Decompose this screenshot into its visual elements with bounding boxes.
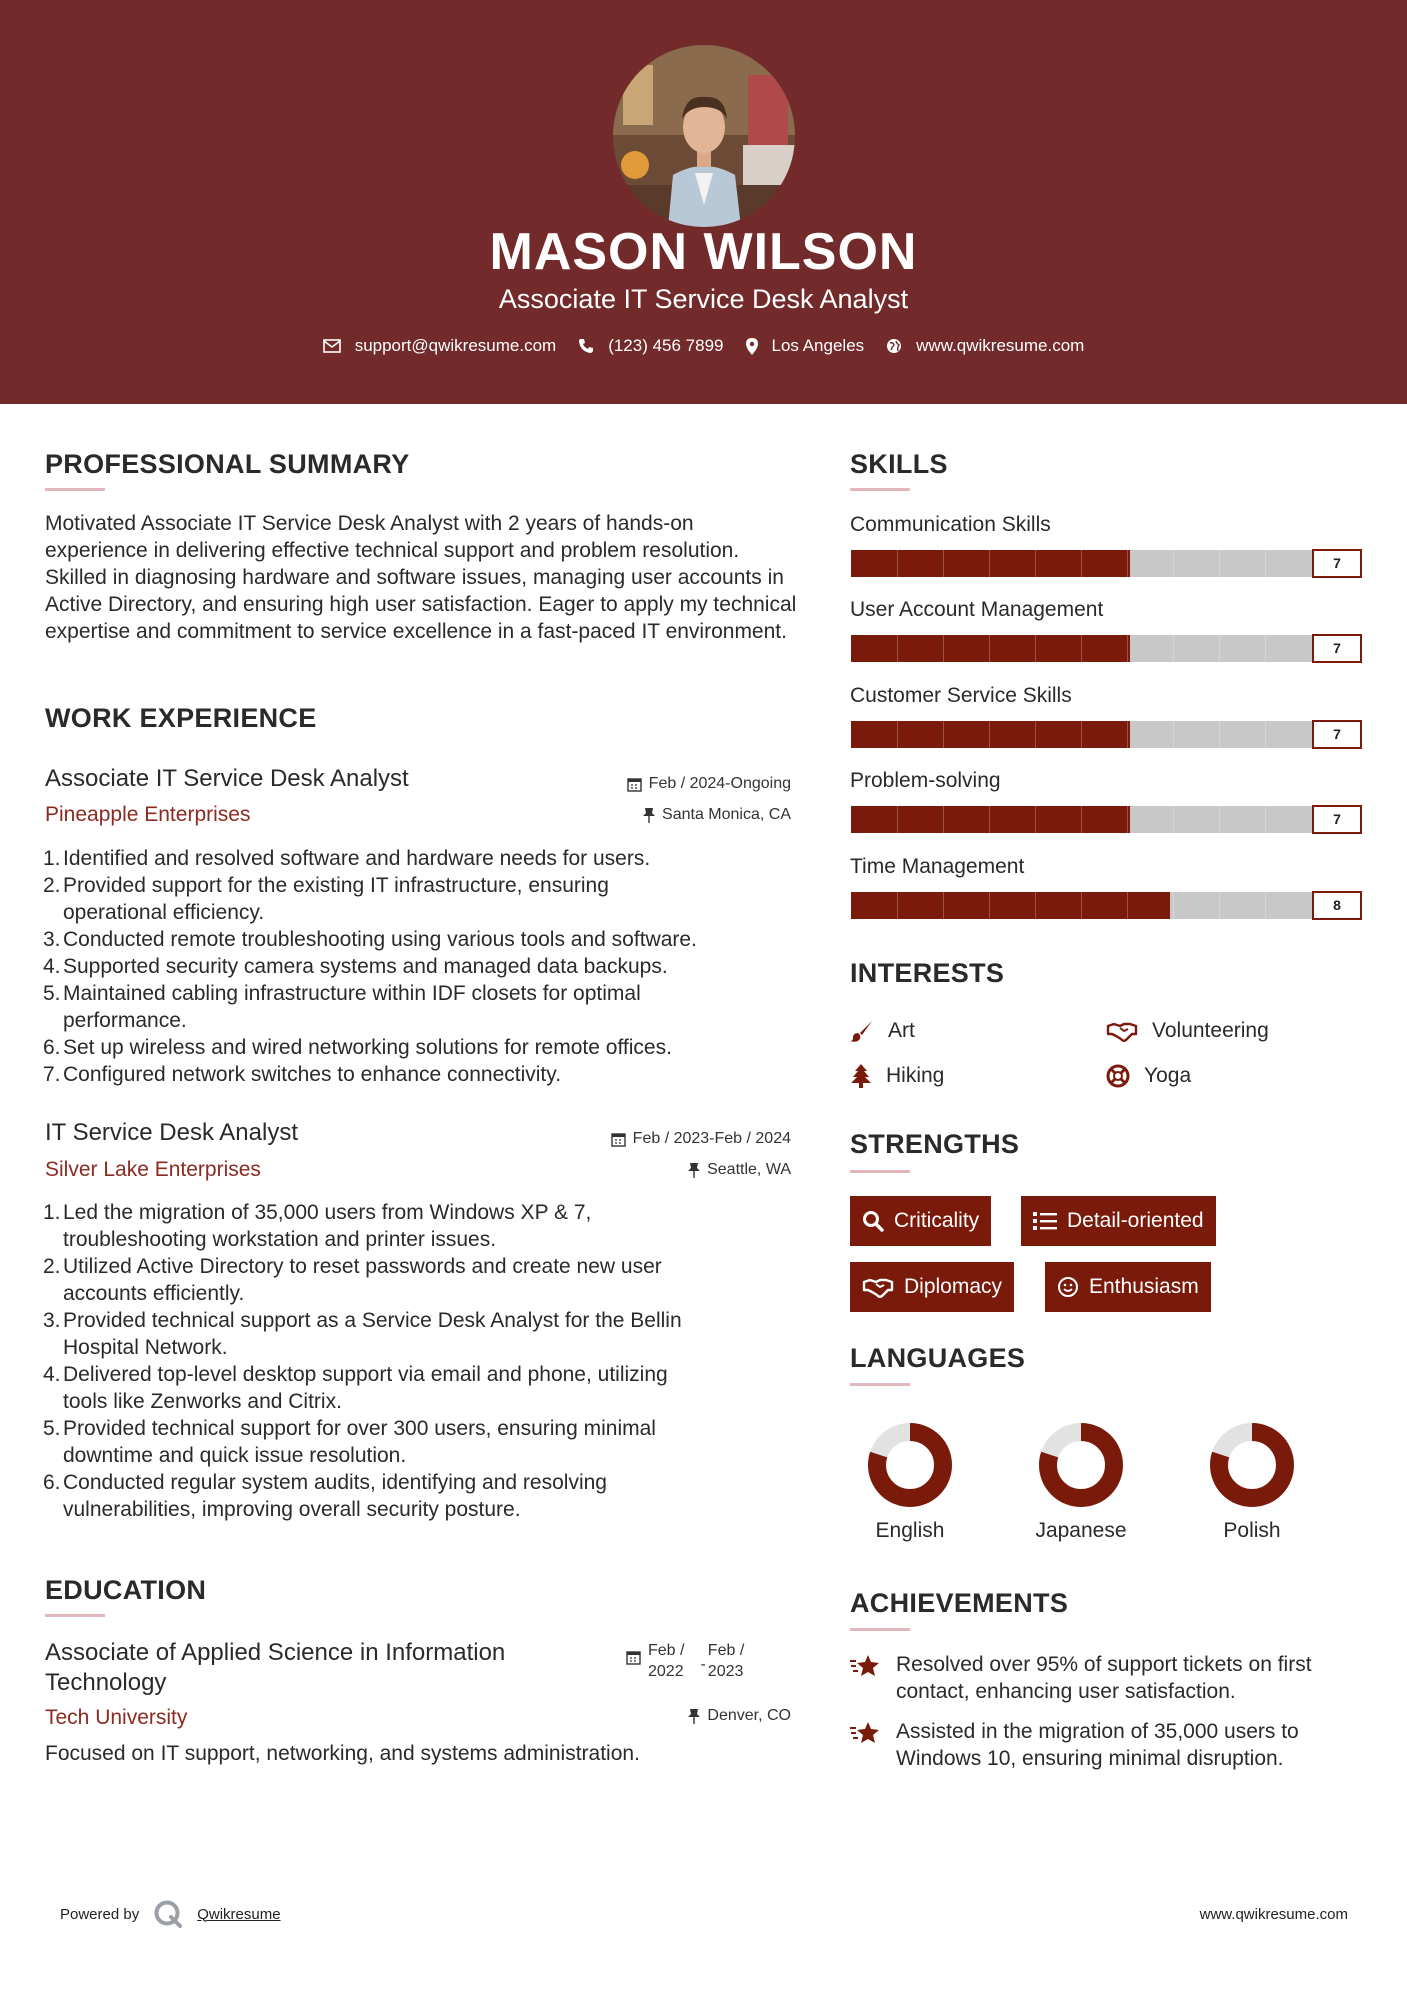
skill-bar-segment (989, 635, 990, 662)
skill-bar-segment (943, 721, 944, 748)
contact-bar (0, 336, 1407, 356)
strength-tag: Enthusiasm (1045, 1262, 1211, 1312)
skill-bar-segment (1265, 550, 1266, 577)
job-duties-list (45, 845, 805, 1088)
list-item: 6. Set up wireless and wired networking solutions for remote offices. (43, 1036, 672, 1059)
skill-label: Communication Skills (850, 513, 1051, 536)
contact-phone[interactable] (578, 336, 723, 356)
footer-website[interactable]: www.qwikresume.com (1199, 1906, 1348, 1923)
smile-icon (1057, 1276, 1079, 1298)
skill-bar-segment (1035, 806, 1036, 833)
summary-heading-underline (45, 488, 105, 491)
skill-bar-fill (851, 635, 1130, 662)
education-heading: EDUCATION (45, 1575, 207, 1605)
skill-bar-segment (1219, 806, 1220, 833)
company-name: Pineapple Enterprises (45, 803, 251, 826)
achievements-heading: ACHIEVEMENTS (850, 1588, 1069, 1618)
job-title: IT Service Desk Analyst (45, 1119, 298, 1146)
skill-bar-segment (897, 550, 898, 577)
date-separator: - (700, 1656, 706, 1673)
skill-bar-segment (1081, 806, 1082, 833)
education-heading-underline (45, 1614, 105, 1617)
skill-bar-segment (897, 721, 898, 748)
skill-bar-segment (1265, 635, 1266, 662)
skill-bar-segment (1035, 892, 1036, 919)
school-name: Tech University (45, 1706, 188, 1729)
achievement-item (850, 1651, 1370, 1705)
paintbrush-icon (850, 1019, 874, 1043)
education-location (688, 1707, 791, 1725)
job-location (688, 1161, 791, 1179)
degree-title: Associate of Applied Science in Information Technology (45, 1639, 506, 1696)
header (0, 0, 1407, 404)
job-dates-text: Feb / 2024-Ongoing (648, 775, 791, 792)
profile-photo (613, 45, 795, 227)
skill-label: Customer Service Skills (850, 684, 1072, 707)
list-item: 1. Identified and resolved software and hardware needs for users. (43, 847, 651, 870)
job-duties-list (45, 1199, 805, 1523)
star-award-icon (850, 1653, 882, 1679)
skill-bar-segment (943, 806, 944, 833)
achievement-text: Assisted in the migration of 35,000 users to Windows 10, ensuring minimal disruption. (896, 1720, 1299, 1770)
language-label: English (875, 1519, 945, 1542)
lifering-icon (1106, 1064, 1130, 1088)
skill-bar-segment (1127, 635, 1128, 662)
language-item (1172, 1420, 1332, 1543)
skill-bar-segment (989, 550, 990, 577)
language-label: Japanese (1035, 1519, 1127, 1542)
list-icon (1033, 1211, 1057, 1231)
education-dates (626, 1640, 744, 1682)
skill-bar-segment (1265, 892, 1266, 919)
skill-bar-segment (1081, 721, 1082, 748)
experience-heading: WORK EXPERIENCE (45, 703, 317, 733)
skill-bar-segment (1173, 806, 1174, 833)
handshake-icon (1106, 1020, 1138, 1042)
skill-bar-segment (943, 550, 944, 577)
skill-bar-segment (1173, 892, 1174, 919)
skill-rating: 7 (1312, 720, 1362, 749)
skill-bar (851, 550, 1313, 577)
contact-location (746, 336, 865, 356)
achievements-heading-underline (850, 1628, 910, 1631)
skill-bar-segment (1173, 721, 1174, 748)
list-item: 2. Provided support for the existing IT infrastructure, ensuring operational efficiency. (43, 874, 609, 924)
interests-heading: INTERESTS (850, 958, 1005, 988)
skill-bar (851, 721, 1313, 748)
skill-bar-fill (851, 806, 1130, 833)
skill-bar-segment (943, 635, 944, 662)
summary-text: Motivated Associate IT Service Desk Analyst with 2 years of hands-on experience in delivering effective technical support and problem resolution. Skilled in diagnosing hardware and software issues, managing user accounts in Active Directory, and ensuring high user satisfaction. Eager to apply my technical expertise and commitment to service excellence in a fast-paced IT environment. (45, 512, 797, 643)
pushpin-icon (688, 1708, 700, 1724)
summary-heading: PROFESSIONAL SUMMARY (45, 449, 410, 479)
interest-item: Volunteering (1106, 1019, 1269, 1043)
skill-bar-segment (897, 806, 898, 833)
globe-icon (886, 338, 902, 354)
contact-website[interactable] (886, 336, 1084, 356)
strength-tag: Detail-oriented (1021, 1196, 1216, 1246)
interest-item: Yoga (1106, 1064, 1191, 1088)
skill-bar-segment (1127, 892, 1128, 919)
skill-bar-segment (943, 892, 944, 919)
candidate-name: MASON WILSON (489, 223, 918, 281)
job-location-text: Santa Monica, CA (662, 806, 791, 823)
education-start: Feb / 2022 (648, 1642, 685, 1680)
skill-bar-segment (1219, 721, 1220, 748)
envelope-icon (323, 339, 341, 353)
job-dates (627, 775, 791, 793)
strengths-heading-underline (850, 1170, 910, 1173)
skill-bar (851, 892, 1313, 919)
interest-item: Hiking (850, 1064, 944, 1088)
list-item: 7. Configured network switches to enhance connectivity. (43, 1063, 562, 1086)
list-item: 4. Supported security camera systems and managed data backups. (43, 955, 668, 978)
skills-heading: SKILLS (850, 449, 948, 479)
skill-bar-segment (1219, 550, 1220, 577)
skill-bar-segment (1173, 550, 1174, 577)
skill-bar-segment (897, 892, 898, 919)
education-description: Focused on IT support, networking, and systems administration. (45, 1742, 640, 1765)
job-dates (611, 1130, 791, 1148)
candidate-title: Associate IT Service Desk Analyst (498, 284, 909, 314)
list-item: 6. Conducted regular system audits, identifying and resolving vulnerabilities, improving overall security posture. (43, 1471, 607, 1521)
email-text: support@qwikresume.com (354, 336, 557, 355)
phone-text: (123) 456 7899 (608, 336, 724, 355)
skill-bar-segment (1265, 806, 1266, 833)
language-donut (1207, 1420, 1297, 1510)
skill-bar-segment (1035, 635, 1036, 662)
job-title: Associate IT Service Desk Analyst (45, 765, 409, 792)
language-item (1001, 1420, 1161, 1543)
skills-heading-underline (850, 488, 910, 491)
star-award-icon (850, 1720, 882, 1746)
skill-bar-fill (851, 721, 1130, 748)
skill-bar-segment (1127, 806, 1128, 833)
skill-bar-segment (1265, 721, 1266, 748)
list-item: 5. Provided technical support for over 300 users, ensuring minimal downtime and quick issue resolution. (43, 1417, 656, 1467)
education-location-text: Denver, CO (707, 1707, 791, 1724)
job-location-text: Seattle, WA (707, 1161, 791, 1178)
language-donut (1036, 1420, 1126, 1510)
list-item: 3. Conducted remote troubleshooting using various tools and software. (43, 928, 697, 951)
strengths-heading: STRENGTHS (850, 1129, 1020, 1159)
phone-icon (578, 338, 594, 354)
search-icon (862, 1210, 884, 1232)
education-end: Feb / 2023 (707, 1642, 745, 1680)
achievement-item (850, 1718, 1370, 1772)
qwikresume-logo-icon (153, 1899, 183, 1929)
website-text: www.qwikresume.com (916, 336, 1085, 355)
skill-rating: 7 (1312, 549, 1362, 578)
location-text: Los Angeles (771, 336, 865, 355)
interest-item: Art (850, 1019, 915, 1043)
language-item (830, 1420, 990, 1543)
list-item: 4. Delivered top-level desktop support via email and phone, utilizing tools like Zenworks and Citrix. (43, 1363, 668, 1413)
skill-label: Problem-solving (850, 769, 1001, 792)
calendar-icon (626, 1650, 641, 1665)
job-dates-text: Feb / 2023-Feb / 2024 (632, 1130, 791, 1147)
tree-icon (850, 1064, 872, 1088)
languages-heading-underline (850, 1383, 910, 1386)
skill-bar (851, 635, 1313, 662)
languages-heading: LANGUAGES (850, 1343, 1026, 1373)
skill-bar-fill (851, 550, 1130, 577)
skill-bar-segment (1127, 550, 1128, 577)
strength-tag: Diplomacy (850, 1262, 1014, 1312)
skill-bar-segment (1081, 550, 1082, 577)
footer-powered-by (60, 1899, 281, 1929)
language-donut (865, 1420, 955, 1510)
powered-by-text: Powered by (60, 1905, 140, 1923)
skill-bar-fill (851, 892, 1170, 919)
skill-bar-segment (1081, 892, 1082, 919)
skill-bar-segment (1219, 635, 1220, 662)
skill-bar-segment (989, 721, 990, 748)
skill-bar-segment (1127, 721, 1128, 748)
pushpin-icon (688, 1162, 700, 1178)
pushpin-icon (643, 807, 655, 823)
strength-tag: Criticality (850, 1196, 991, 1246)
skill-bar-segment (1035, 721, 1036, 748)
handshake-icon (862, 1276, 894, 1298)
skill-bar-segment (1219, 892, 1220, 919)
skill-bar-segment (989, 806, 990, 833)
skill-label: Time Management (850, 855, 1025, 878)
calendar-icon (611, 1132, 626, 1147)
language-label: Polish (1223, 1519, 1281, 1542)
calendar-icon (627, 777, 642, 792)
skill-rating: 7 (1312, 634, 1362, 663)
achievement-text: Resolved over 95% of support tickets on first contact, enhancing user satisfaction. (896, 1653, 1312, 1703)
contact-email[interactable] (323, 336, 557, 356)
skill-bar-segment (1173, 635, 1174, 662)
list-item: 5. Maintained cabling infrastructure within IDF closets for optimal performance. (43, 982, 641, 1032)
skill-rating: 8 (1312, 891, 1362, 920)
skill-bar-segment (897, 635, 898, 662)
list-item: 2. Utilized Active Directory to reset passwords and create new user accounts efficiently. (43, 1255, 662, 1305)
map-pin-icon (746, 338, 758, 355)
company-name: Silver Lake Enterprises (45, 1158, 261, 1181)
skill-rating: 7 (1312, 805, 1362, 834)
skill-bar-segment (1035, 550, 1036, 577)
skill-bar-segment (1081, 635, 1082, 662)
skill-bar (851, 806, 1313, 833)
skill-bar-segment (989, 892, 990, 919)
list-item: 3. Provided technical support as a Service Desk Analyst for the Bellin Hospital Network. (43, 1309, 682, 1359)
skill-label: User Account Management (850, 598, 1104, 621)
job-location (643, 806, 791, 824)
list-item: 1. Led the migration of 35,000 users from Windows XP & 7, troubleshooting workstation and printer issues. (43, 1201, 592, 1251)
brand-link[interactable]: Qwikresume (197, 1905, 281, 1923)
